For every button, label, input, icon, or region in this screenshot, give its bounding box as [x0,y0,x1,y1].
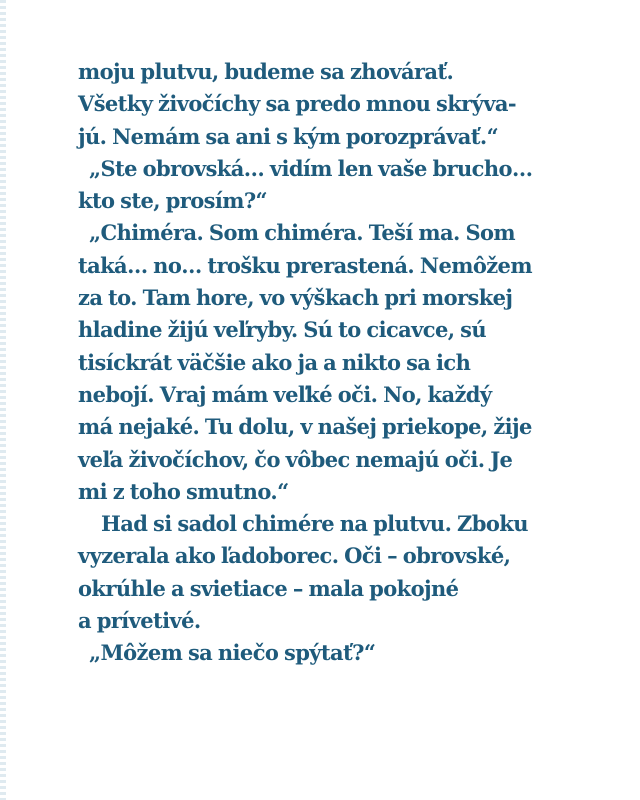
text-line: moju plutvu, budeme sa zhovárať. [78,59,454,84]
text-line: Had si sadol chimére na plutvu. Zboku [101,511,528,537]
text-line: „Ste obrovská… vidím len vaše brucho… [89,155,533,181]
page-edge-decoration [0,0,6,800]
text-line: a prívetivé. [78,608,201,634]
text-line: jú. Nemám sa ani s kým porozprávať.“ [78,123,499,149]
text-line: Všetky živočíchy sa predo mnou skrýva- [78,91,516,117]
text-line: nebojí. Vraj mám veľké oči. No, každý [78,381,492,407]
text-line: hladine žijú veľryby. Sú to cicavce, sú [78,317,487,343]
text-line: má nejaké. Tu dolu, v našej priekope, žije [78,414,532,440]
text-line: tisíckrát väčšie ako ja a nikto sa ich [78,349,471,375]
story-text [78,56,618,670]
text-line: vyzerala ako ľadoborec. Oči – obrovské, [78,543,511,569]
text-line: okrúhle a svietiace – mala pokojné [78,575,459,601]
text-line: „Môžem sa niečo spýtať?“ [89,640,376,666]
text-line: taká… no… trošku prerastená. Nemôžem [78,252,532,278]
text-line: mi z toho smutno.“ [78,478,289,504]
text-line: „Chiméra. Som chiméra. Teší ma. Som [89,220,516,246]
text-line: za to. Tam hore, vo výškach pri morskej [78,285,513,311]
text-line: kto ste, prosím?“ [78,188,268,214]
text-line: veľa živočíchov, čo vôbec nemajú oči. Je [78,446,513,472]
